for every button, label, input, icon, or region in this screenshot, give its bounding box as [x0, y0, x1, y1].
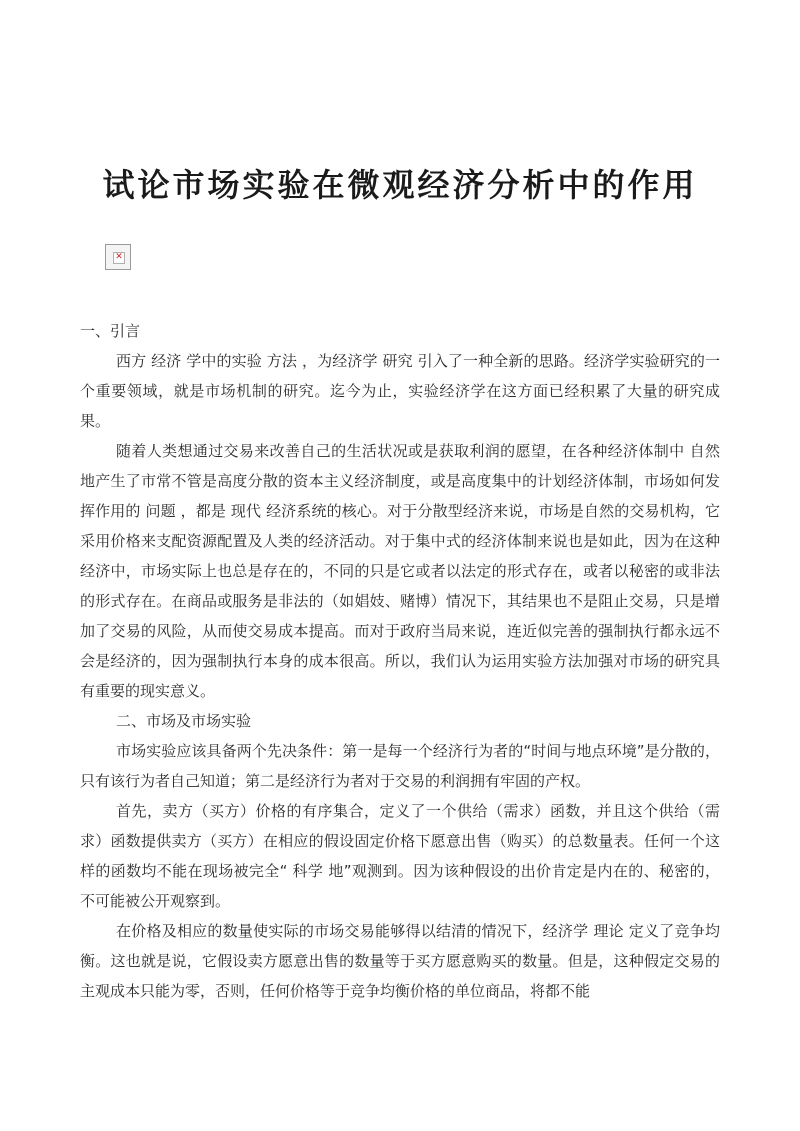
paragraph: 在价格及相应的数量使实际的市场交易能够得以结清的情况下，经济学 理论 定义了竞争均衡。这也就是说，它假设卖方愿意出售的数量等于买方愿意购买的数量。但是，这种假定交易的主观成本只能为零，否则，任何价格等于竞争均衡价格的单位商品，将都不能 [80, 922, 720, 1000]
section-heading-market: 二、市场及市场实验 [116, 712, 252, 730]
article-body [80, 316, 720, 1006]
page-title: 试论市场实验在微观经济分析中的作用 [102, 166, 698, 204]
paragraph: 首先，卖方（买方）价格的有序集合，定义了一个供给（需求）函数，并且这个供给（需求）函数提供卖方（买方）在相应的假设固定价格下愿意出售（购买）的总数量表。任何一个这样的函数均不能在现场被完全“ 科学 地”观测到。因为该种假设的出价肯定是内在的、秘密的，不可能被公开观察到。 [80, 802, 720, 910]
broken-image-cross: ✕ [113, 252, 125, 264]
paragraph: 西方 经济 学中的实验 方法 ，为经济学 研究 引入了一种全新的思路。经济学实验研究的一个重要领域，就是市场机制的研究。迄今为止，实验经济学在这方面已经积累了大量的研究成果。 [80, 352, 720, 430]
paragraph: 市场实验应该具备两个先决条件：第一是每一个经济行为者的“时间与地点环境”是分散的，只有该行为者自己知道；第二是经济行为者对于交易的利润拥有牢固的产权。 [80, 742, 720, 790]
paragraph: 随着人类想通过交易来改善自己的生活状况或是获取利润的愿望，在各种经济体制中 自然 地产生了市常不管是高度分散的资本主义经济制度，或是高度集中的计划经济体制，市场如何发挥作用的 问题 ，都是 现代 经济系统的核心。对于分散型经济来说，市场是自然的交易机构，它采用价格来支配资源配置及人类的经济活动。对于集中式的经济体制来说也是如此，因为在这种经济中，市场实际上也总是存在的，不同的只是它或者以法定的形式存在，或者以秘密的或非法的形式存在。在商品或服务是非法的（如娼妓、赌博）情况下，其结果也不是阻止交易，只是增加了交易的风险，从而使交易成本提高。而对于政府当局来说，连近似完善的强制执行都永远不会是经济的，因为强制执行本身的成本很高。所以，我们认为运用实验方法加强对市场的研究具有重要的现实意义。 [80, 442, 720, 700]
section-heading-intro: 一、引言 [80, 322, 141, 340]
broken-image-icon [105, 244, 131, 270]
